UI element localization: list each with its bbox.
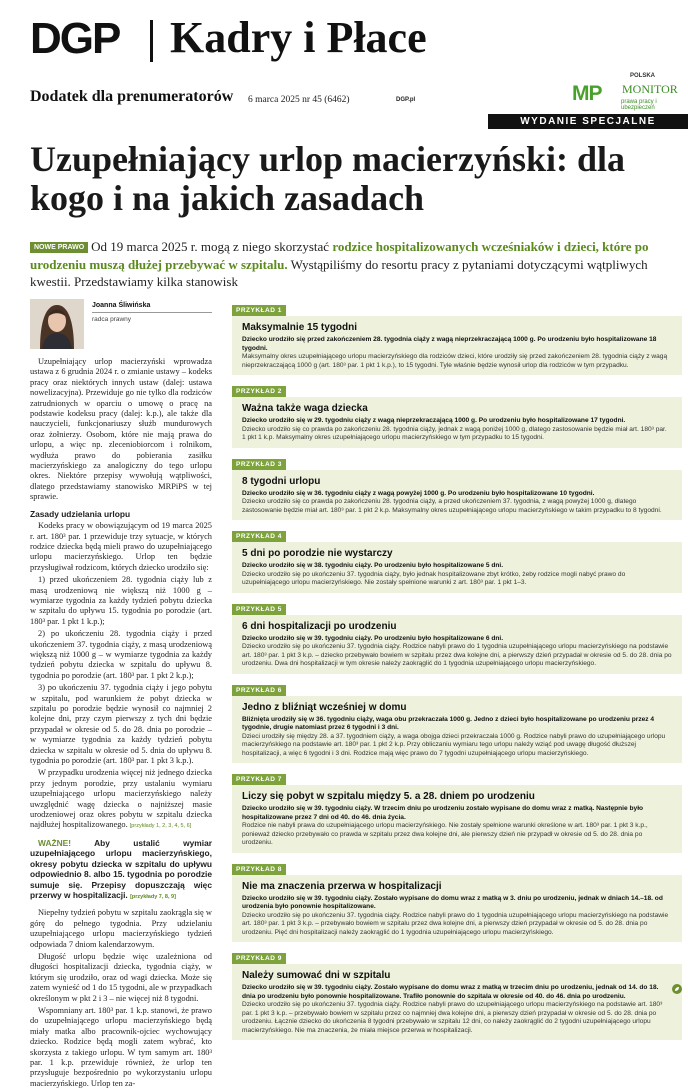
example-lead: Dziecko urodziło się w 29. tygodniu ciąży z wagą nieprzekraczającą 1000 g. Po urodzeniu było hospitalizowane 17 tygodni. <box>242 417 626 424</box>
example-label: PRZYKŁAD 7 <box>232 774 286 785</box>
example-box <box>232 316 682 375</box>
example-body: Maksymalny okres uzupełniającego urlopu macierzyńskiego dla rodziców dzieci, które urodziły się przed zakończeniem 28. tygodnia ciąży z wagą nieprzekraczającą 1000 g (art. 180³ par. 1 pkt 1 k.p.), to 15 tygodni. Tyle właśnie będzie wynosił urlop dla rodziców w tym przypadku. <box>242 353 668 369</box>
example-box <box>232 615 682 674</box>
example-lead: Bliźnięta urodziły się w 36. tygodniu ciąży, waga obu przekraczała 1000 g. Jedno z dzieci było hospitalizowane po urodzeniu przez 4 tygodnie, drugie natomiast przez 6 tygodni i 3 dni. <box>242 715 655 731</box>
example-9 <box>232 945 682 1040</box>
example-title: 5 dni po porodzie nie wystarczy <box>242 548 393 559</box>
article-paragraph: Kodeks pracy w obowiązującym od 19 marca 2025 r. art. 180³ par. 1 przewiduje trzy sytuacje, w których rodzice dziecka będą mieli prawo do uzupełniającego urlopu macierzyńskiego. Urlop ten będzie przysługiwał rodzicom, których dziecko urodziło się: <box>30 521 212 572</box>
page-title: Uzupełniający urlop macierzyński: dla kogo i na jakich zasadach <box>30 139 625 218</box>
example-3 <box>232 451 682 521</box>
article-paragraph: Długość urlopu będzie więc uzależniona od długości hospitalizacji dziecka, tygodnia ciąży, w którym się urodziło, oraz od wagi dziecka. Może się zatem wynieść od 1 do 15 tygodni, ale w przypadkach określonym w pkt 2 i 3 – nie więcej niż 8 tygodni. <box>30 951 212 1003</box>
lead-highlight: rodzice hospitalizowanych wcześniaków i dzieci, które po urodzeniu muszą dłużej przebywać w szpitalu. <box>30 239 649 272</box>
example-title: Liczy się pobyt w szpitalu między 5. a 28. dniem po urodzeniu <box>242 791 535 802</box>
examples-reference: [przykłady 7, 8, 9] <box>130 893 176 900</box>
dgp-logo: DGP <box>30 14 120 63</box>
example-body: Dziecko urodziło się po ukończeniu 37. tygodnia ciąży. Rodzice nabyli prawo do 1 tygodnia uzupełniającego urlopu macierzyńskiego na podstawie art. 180³ par. 1 pkt 3 k.p. – dziecko przebywało bowiem w szpitalu przez dwa kolejne dni, a pierwszy dzień przypadał w okresie od 5. do 28. dnia po urodzeniu. Dwa dni hospitalizacji w tym okresie należy zaokrąglić do 1 tygodnia uzupełniającego urlopu macierzyńskiego. <box>242 643 672 667</box>
example-lead: Dziecko urodziło się w 39. tygodniu ciąży. Zostało wypisane do domu wraz z matką w trzecim dniu po urodzeniu, jednak od 14. do 18. dnia po urodzeniu było ponownie hospitalizowane. Trafiło ponownie do szpitala w okresie od 40. do 46. dnia po urodzeniu. <box>242 984 659 1000</box>
example-7 <box>232 766 682 853</box>
article-paragraph: 2) po ukończeniu 28. tygodnia ciąży i przed ukończeniem 37. tygodnia ciąży, z masą urodzeniową większą niż 1000 g – w wymiarze tygodnia za każdy tydzień pobytu dziecka w szpitalu do upływu 8. tygodnia po porodzie (art. 180³ par. 1 pkt 2 k.p.); <box>30 629 212 680</box>
example-lead: Dziecko urodziło się w 38. tygodniu ciąży. Po urodzeniu było hospitalizowane 5 dni. <box>242 562 504 569</box>
example-5 <box>232 596 682 674</box>
example-label: PRZYKŁAD 2 <box>232 386 286 397</box>
example-body: Dziecko urodziło się po ukończeniu 37. tygodnia ciąży, było jednak hospitalizowane zbyt krótko, żeby rodzice mogli nabyć prawo do uzupełniającego urlopu macierzyńskiego. Nie zostały spełnione warunki z art. 180³ par. 1 pkt 1–3. <box>242 570 626 586</box>
issue-date: 6 marca 2025 nr 45 (6462) <box>248 95 350 105</box>
edition-badge: WYDANIE SPECJALNE <box>488 115 688 129</box>
partner-country: POLSKA <box>630 73 656 79</box>
article-paragraph: Wspomniany art. 180³ par. 1 k.p. stanowi, że prawo do uzupełniającego urlopu macierzyńskiego będą miały matka albo pracownik-ojciec wychowujący dziecko. Rodzice będą mogli zatem wybrać, kto skorzysta z takiego urlopu. W tym samym art. 180³ par. 1 k.p. przewiduje również, że urlop ten przysługuje bezpośrednio po wykorzystaniu urlopu macierzyńskiego. Urlop ten za- <box>30 1005 212 1088</box>
example-title: Nie ma znaczenia przerwa w hospitalizacji <box>242 880 442 892</box>
example-box <box>232 875 682 943</box>
example-6 <box>232 677 682 764</box>
masthead <box>0 0 688 130</box>
supplement-label: Dodatek dla prenumeratorów <box>30 88 234 105</box>
example-title: Należy sumować dni w szpitalu <box>242 970 391 981</box>
example-box <box>232 470 682 521</box>
important-label: WAŻNE! <box>38 837 72 848</box>
example-8 <box>232 856 682 943</box>
author-name: Joanna Śliwińska <box>92 302 151 309</box>
article-column <box>30 357 213 1088</box>
example-title: Maksymalnie 15 tygodni <box>242 322 358 333</box>
example-body: Dziecko urodziło się co prawda po zakończeniu 28. tygodnia ciąży, a przed ukończeniem 37. tygodnia, z wagą powyżej 1000 g, dlatego zastosowanie będzie miał art. 180³ par. 1 pkt 2 k.p. Maksymalny okres uzupełniającego urlopu macierzyńskiego w takim przypadku to 8 tygodni. <box>242 498 662 514</box>
example-box <box>232 964 682 1040</box>
example-body: Dzieci urodziły się między 28. a 37. tygodniem ciąży, a waga obojga dzieci przekraczała 1000 g. Rodzice nabyli prawo do uzupełniającego urlopu macierzyńskiego na podstawie art. 180³ par. 1 pkt 2 k.p. Przy obliczaniu wymiaru tego urlopu należy wziąć pod uwagę długość dłuższej hospitalizacji, a więc 6 tygodni i 3 dni. Rodzice mają więc prawo do 7 tygodni uzupełniającego urlopu macierzyńskiego. <box>242 732 666 757</box>
example-lead: Dziecko urodziło się w 36. tygodniu ciąży z wagą powyżej 1000 g. Po urodzeniu było hospitalizowane 10 tygodni. <box>242 489 595 497</box>
example-lead: Dziecko urodziło się w 39. tygodniu ciąży. Po urodzeniu było hospitalizowane 6 dni. <box>242 634 504 642</box>
example-title: 6 dni hospitalizacji po urodzeniu <box>242 620 397 632</box>
partner-subtitle: prawa pracy i ubezpieczeń <box>621 99 657 111</box>
site-link[interactable]: DGP.pl <box>396 97 416 103</box>
article-paragraph-text: W przypadku urodzenia więcej niż jednego dziecka przy jednym porodzie, przy ustalaniu wymiaru uzupełniającego urlopu macierzyńskiego należy uwzględnić wagę dziecka o najniższej masie urodzeniowej oraz okres pobytu w szpitalu dziecka najdłużej hospitalizowanego. <box>30 768 212 830</box>
example-lead: Dziecko urodziło się w 39. tygodniu ciąży. W trzecim dniu po urodzeniu zostało wypisane do domu wraz z matką. Następnie było hospitalizowane przez 7 dni od 40. do 46. dnia życia. <box>242 805 644 821</box>
green-leaf-icon <box>672 984 682 994</box>
example-body: Dziecko urodziło się co prawda po zakończeniu 28. tygodnia ciąży, jednak z wagą poniżej 1000 g, dlatego zastosowanie będzie miał art. 180³ par. 1 pkt 1 k.p. Maksymalny okres uzupełniającego urlopu macierzyńskiego w tym przypadku to 15 tygodni. <box>242 425 667 441</box>
example-body: Dziecko urodziło się po ukończeniu 37. tygodnia ciąży. Rodzice nabyli prawo do 1 tygodnia uzupełniającego urlopu macierzyńskiego na podstawie art. 180³ par. 1 pkt 3 k.p. – przebywało bowiem w szpitalu przez dwa kolejne dni, a pierwszy dzień przypadał w okresie od 5. do 28. dnia po urodzeniu. Pięć dni hospitalizacji należy zaokrąglić do 1 tygodnia uzupełniającego urlopu macierzyńskiego. <box>242 911 669 936</box>
article-paragraph: Niepełny tydzień pobytu w szpitalu zaokrągla się w górę do pełnego tygodnia. Przy udzielaniu uzupełniającego urlopu macierzyńskiego tydzień odpowiada 7 dniom kalendarzowym. <box>30 908 212 949</box>
partner-name: MONITOR <box>622 82 678 96</box>
example-2 <box>232 378 682 448</box>
article-intro: Uzupełniający urlop macierzyński wprowadza ustawa z 6 grudnia 2024 r. o zmianie ustawy – kodeks pracy oraz niektórych innych ustaw (dalej: ustawa nowelizacyjna). Przewiduje go nie tylko dla rodziców zatrudnionych w oparciu o umowę o pracę na podstawie kodeksu pracy (dalej: k.p.), ale także dla nauczycieli, funkcjonariuszy służb mundurowych oraz żołnierzy. Osobom, które nie mają prawa do urlopu, a więc np. zleceniobiorcom i rolnikom, wydłuża prawo do pobierania zasiłku macierzyńskiego za analogiczny do tego urlopu okres. Niektóre przepisy wywołują wątpliwości, dlatego przedstawiamy stanowisko MRPiPS w tej sprawie. <box>30 357 212 502</box>
important-note <box>30 838 212 902</box>
author-divider <box>92 312 212 313</box>
example-label: PRZYKŁAD 4 <box>232 531 286 542</box>
example-body: Rodzice nie nabyli prawa do uzupełniającego urlopu macierzyńskiego. Nie zostały spełnione warunki określone w art. 180³ par. 1 pkt 3 k.p., ponieważ dziecko przebywało co prawda w szpitalu przez dwa kolejne dni, ale pierwszy dzień nie przypadł w okresie od 5. do 28. dnia po urodzeniu. <box>242 822 648 846</box>
section-title: Kadry i Płace <box>170 13 427 62</box>
example-4 <box>232 523 682 593</box>
mp-logo: MP <box>572 82 602 105</box>
new-law-badge: NOWE PRAWO <box>30 242 88 253</box>
example-label: PRZYKŁAD 1 <box>232 305 286 316</box>
logo-divider <box>150 20 153 62</box>
article-lead <box>30 238 670 290</box>
example-1 <box>232 297 682 375</box>
example-label: PRZYKŁAD 9 <box>232 953 286 964</box>
example-body: Dziecko urodziło się po ukończeniu 37. tygodnia ciąży. Rodzice nabyli prawo do uzupełniającego urlopu macierzyńskiego na podstawie art. 180³ par. 1 pkt 3 k.p. – przebywało bowiem w szpitalu przez co najmniej dwa kolejne dni, a pierwszy dzień przypadał w okresie od 5. do 28. dnia po urodzeniu. Łącznie dziecko do ukończenia 8 tygodni przebywało w szpitalu 12 dni, co należy zaokrąglić do 2 tygodni uzupełniającego urlopu macierzyńskiego. Nie ma znaczenia, że miała miejsce przerwa w hospitalizacji. <box>242 1001 663 1034</box>
example-lead: Dziecko urodziło się w 39. tygodniu ciąży. Zostało wypisane do domu wraz z matką w 3. dniu po urodzeniu, jednak w dniach 14.–18. od urodzenia było ponownie hospitalizowane. <box>242 894 663 910</box>
author-photo-icon <box>30 299 84 349</box>
author-role: radca prawny <box>92 316 132 323</box>
example-label: PRZYKŁAD 3 <box>232 459 286 470</box>
article-paragraph: 3) po ukończeniu 37. tygodnia ciąży i jego pobytu w szpitalu, pod warunkiem że pobyt dziecka w szpitalu po porodzie będzie wynosił co najmniej 2 kolejne dni, przy czym pierwszy z tych dni będzie przypadał w okresie od 5. do 28. dnia po porodzie – w wymiarze tygodnia za każdy tydzień pobytu dziecka w szpitalu w okresie od 5. dnia do upływu 8. tygodnia po porodzie (art. 180³ par. 1 pkt 3 k.p.). <box>30 683 212 766</box>
examples-reference: [przykłady 1, 2, 3, 4, 5, 6] <box>129 823 192 830</box>
example-title: Ważna także waga dziecka <box>242 403 368 414</box>
example-label: PRZYKŁAD 5 <box>232 604 286 615</box>
example-box <box>232 785 682 853</box>
example-label: PRZYKŁAD 6 <box>232 685 286 696</box>
example-label: PRZYKŁAD 8 <box>232 864 286 875</box>
lead-text-2: Wystąpiliśmy do resortu pracy z pytaniami dotyczącymi wątpliwych kwestii. Przedstawiamy kilka stanowisk <box>30 257 648 289</box>
article-paragraph <box>30 768 212 831</box>
examples-column <box>232 297 682 1034</box>
example-title: Jedno z bliźniąt wcześniej w domu <box>242 701 407 713</box>
author-avatar <box>30 299 84 349</box>
lead-text-1: Od 19 marca 2025 r. mogą z niego skorzystać <box>91 239 333 254</box>
article-subheading: Zasady udzielania urlopu <box>30 508 131 519</box>
example-lead: Dziecko urodziło się przed zakończeniem 28. tygodnia ciąży z wagą nieprzekraczającą 1000 g. Po urodzeniu było hospitalizowane 18 tygodni. <box>242 336 657 352</box>
important-text: Aby ustalić wymiar uzupełniającego urlopu macierzyńskiego, okresy pobytu dziecka w szpitalu do upływu odpowiednio 8. albo 15. tygodnia po porodzie sumuje się. Przepisy dopuszczają więc przerwy w hospitalizacji. <box>30 837 213 900</box>
example-box <box>232 542 682 593</box>
example-box <box>232 696 682 764</box>
example-title: 8 tygodni urlopu <box>242 475 321 487</box>
example-box <box>232 397 682 448</box>
article-paragraph: 1) przed ukończeniem 28. tygodnia ciąży lub z masą urodzeniową nie większą niż 1000 g – wymiarze tygodnia za każdy tydzień pobytu dziecka w szpitalu do upływu 15. tygodnia po porodzie (art. 180³ par. 1 pkt 1 k.p.); <box>30 575 212 626</box>
